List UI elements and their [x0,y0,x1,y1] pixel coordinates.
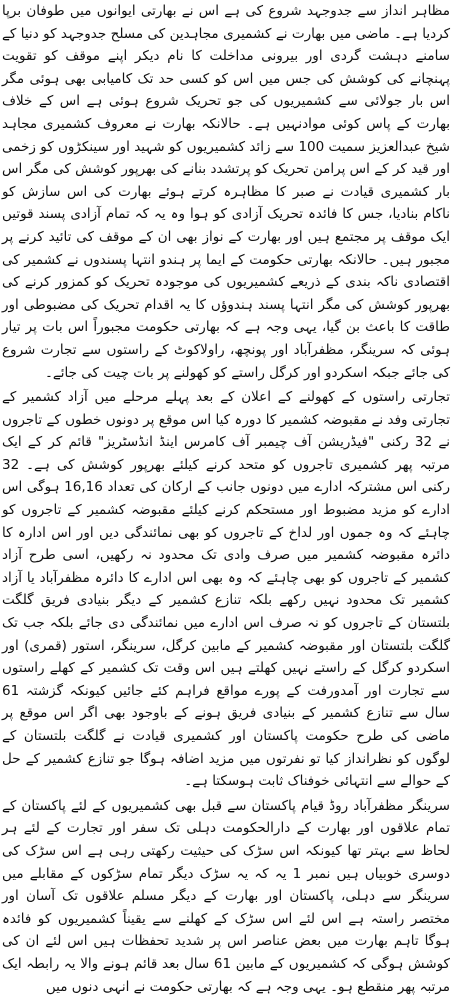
article-paragraph-3: سرینگر مظفرآباد روڈ قیام پاکستان سے قبل بھی کشمیریوں کے لئے پاکستان کے تمام علاقوں اور بھارت کے دارالحکومت دہلی تک سفر اور تجارت کے لئے ہر لحاظ سے بہتر تھا کیونکہ اس سڑک کی حیثیت رکھتی رہی ہے اس سڑک کی دوسری خوبیاں ہیں نمبر 1 یہ کہ یہ سڑک دیگر تمام سڑکوں کے مقابلے میں سرینگر سے دہلی، پاکستان اور بھارت کے دیگر مسلم علاقوں تک آسان اور مختصر راستہ ہے اس لئے اس سڑک کے کھلنے سے یقیناً کشمیریوں کو فائدہ ہوگا تاہم بھارت میں بعض عناصر اس پر شدید تحفظات ہیں اس لئے ان کی کوشش ہوگی کہ کشمیریوں کے مابین 61 سال بعد قائم ہونے والا یہ رابطہ ایک مرتبہ پھر منقطع ہو۔ یہی وجہ ہے کہ بھارتی حکومت نے انہی دنوں میں [2,797,450,995]
article-paragraph-2: تجارتی راستوں کے کھولنے کے اعلان کے بعد پہلے مرحلے میں آزاد کشمیر کے تجارتی وفد نے مقبوضہ کشمیر کا دورہ کیا اس موقع پر دونوں خطوں کے تاجروں نے 32 رکنی "فیڈریشن آف چیمبر آف کامرس اینڈ انڈسٹریز" قائم کر کے ایک مرتبہ پھر کشمیری تاجروں کو متحد کرنے کیلئے بھرپور کوشش کی ہے۔ 32 رکنی اس مشترکہ ادارے میں دونوں جانب کے ارکان کی تعداد 16,16 ہوگی اس ادارے کو مزید مضبوط اور مستحکم کرنے کیلئے مقبوضہ کشمیر کے تاجروں کو چاہئے کہ وہ جموں اور لداخ کے تاجروں کو بھی نمائندگی دیں اور اس ادارہ کا دائرہ مقبوضہ کشمیر میں صرف وادی تک محدود نہ رکھیں، اسی طرح آزاد کشمیر کے تاجروں کو بھی چاہئے کہ وہ بھی اس ادارے کا دائرہ مظفرآباد یا آزاد کشمیر تک محدود نہیں رکھے بلکہ تنازع کشمیر کے دیگر بنیادی فریق گلگت بلتستان کے تاجروں کو نہ صرف اس ادارے میں نمائندگی دی جائے بلکہ جب تک گلگت بلتستان اور مقبوضہ کشمیر کے مابین کرگل، سرینگر، استور (قمری) اور اسکردو کرگل کے راستے نہیں کھلتے ہیں اس وقت تک کشمیر کے کھلے راستوں سے تجارت اور آمدورفت کے پورے مواقع فراہم کئے جائیں کیونکہ گزشتہ 61 سال سے تنازع کشمیر کے بنیادی فریق ہونے کے باوجود بھی اگر اس موقع پر ماضی کی طرح حکومت پاکستان اور کشمیری قیادت نے گلگت بلتستان کے لوگوں کو نظرانداز کیا تو نفرتوں میں مزید اضافہ ہوگا جو تنازع کشمیر کے حل کے حوالے سے انتہائی خوفناک ثابت ہوسکتا ہے۔ [2,389,450,790]
article-paragraph-1: مظاہر انداز سے جدوجہد شروع کی ہے اس نے بھارتی ایوانوں میں طوفان برپا کردیا ہے۔ ماضی میں بھارت نے کشمیری مجاہدین کی مسلح جدوجہد کو دنیا کے سامنے دہشت گردی اور بیرونی مداخلت کا نام دیکر اپنے موقف کو تقویت پہنچانے کی کوشش کی جس میں اس کو کسی حد تک کامیابی بھی ہوئی مگر اس بار جولائی سے کشمیریوں کی جو تحریک شروع ہوئی ہے اس کے خلاف بھارت کے پاس کوئی موادنہیں ہے۔ حالانکہ بھارت نے معروف کشمیری مجاہد شیخ عبدالعزیز سمیت 100 سے زائد کشمیریوں کو شہید اور سینکڑوں کو زخمی اور قید کر کے اس پرامن تحریک کو پرتشدد بنانے کی بھرپور کوشش کی مگر اس بار کشمیری قیادت نے صبر کا مظاہرہ کرتے ہوئے بھارت کی اس سازش کو ناکام بنادیا، جس کا فائدہ تحریک آزادی کو ہوا وہ یہ کہ تمام آزادی پسند قوتیں ایک موقف پر مجتمع ہیں اور بھارت کے نواز بھی ان کے موقف کی تائید کرنے پر مجبور ہیں۔ حالانکہ بھارتی حکومت کے ایما پر ہندو انتہا پسندوں نے کشمیر کی اقتصادی ناکہ بندی کے ذریعے کشمیریوں کی موجودہ تحریک کو کمزور کرنے کی بھرپور کوشش کی مگر انتہا پسند ہندوؤں کا یہ اقدام تحریک کی مضبوطی اور طاقت کا باعث بن گیا، یہی وجہ ہے کہ بھارتی حکومت مجبوراً اس بات پر تیار ہوئی کہ سرینگر، مظفرآباد اور پونچھ، راولاکوٹ کے راستوں سے تجارت شروع کی جائے جبکہ اسکردو اور کرگل راستے کو کھولنے پر بات چیت کی جائے۔ [2,3,451,381]
